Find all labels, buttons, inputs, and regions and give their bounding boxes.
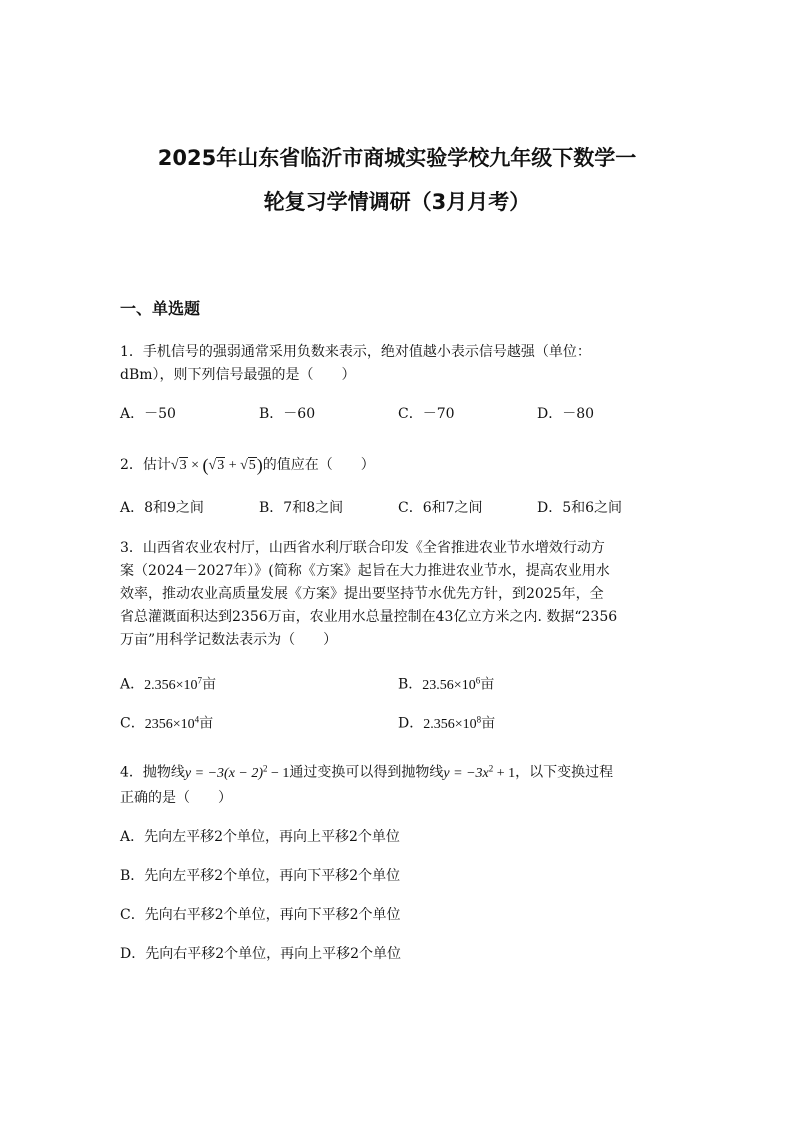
q4-option-a: A．先向左平移2个单位，再向上平移2个单位	[120, 829, 400, 845]
q3-option-d: D．$2.356\times 10^8$亩	[398, 714, 496, 732]
q4-option-b: B．先向左平移2个单位，再向下平移2个单位	[120, 868, 401, 884]
q2-stem	[120, 455, 375, 476]
q1-stem-line-1: 1．手机信号的强弱通常采用负数来表示，绝对值越小表示信号越强（单位：	[120, 344, 591, 360]
q2-option-c: C．6和7之间	[398, 500, 483, 516]
section-heading: 一、单选题	[120, 299, 201, 318]
q1-option-a: A．－50	[120, 406, 176, 422]
sqrt-icon: √3	[208, 458, 225, 473]
q3-option-a: A．$2.356\times 10^7$亩	[120, 675, 217, 693]
q4-option-c: C．先向右平移2个单位，再向下平移2个单位	[120, 907, 401, 923]
document-title-line-2: 轮复习学情调研（3月月考）	[263, 190, 531, 214]
sqrt-icon: √3	[170, 458, 187, 473]
q3-stem-line-3: 效率，推动农业高质量发展《方案》提出要坚持节水优先方针，到2025年，全	[120, 586, 604, 602]
q1-option-c: C．－70	[398, 406, 455, 422]
q2-suffix: 的值应在（ ）	[262, 457, 375, 473]
q3-stem-line-1: 3．山西省农业农村厅，山西省水利厅联合印发《全省推进农业节水增效行动方	[120, 540, 605, 556]
q4-equation-1: $y = -3(x - 2)^2 - 1$	[184, 763, 290, 781]
q1-stem-line-2: dBm），则下列信号最强的是（ ）	[120, 367, 356, 383]
q4-option-d: D．先向右平移2个单位，再向上平移2个单位	[120, 946, 402, 962]
q4-equation-2: $y = -3x^2 + 1$	[443, 763, 516, 781]
q3-option-b: B．$23.56\times 10^6$亩	[398, 675, 495, 693]
q3-stem-line-5: 万亩”用科学记数法表示为（ ）	[120, 632, 338, 648]
q3-stem-line-2: 案（2024－2027年）》(简称《方案》起旨在大力推进农业节水，提高农业用水	[120, 563, 610, 579]
q2-prefix: 2．估计	[120, 457, 171, 473]
document-title-line-1: 2025年山东省临沂市商城实验学校九年级下数学一	[157, 146, 637, 170]
q4-stem-line-2: 正确的是（ ）	[120, 790, 232, 806]
q2-option-b: B．7和8之间	[259, 500, 344, 516]
q3-stem-line-4: 省总灌溉面积达到2356万亩，农业用水总量控制在43亿立方米之内. 数据“2356	[120, 609, 618, 625]
q2-option-d: D．5和6之间	[537, 500, 623, 516]
q1-option-b: B．－60	[259, 406, 316, 422]
q4-stem-line-1: 4．抛物线$y = -3(x - 2)^2 - 1$通过变换可以得到抛物线$y = -3x^2 + 1$，以下变换过程	[120, 763, 614, 781]
q2-expression: √3 × (√3 + √5)	[170, 455, 263, 475]
q2-option-a: A．8和9之间	[120, 500, 204, 516]
q3-option-c: C．$2356\times 10^4$亩	[120, 714, 214, 732]
sqrt-icon: √5	[240, 458, 256, 473]
q1-option-d: D．－80	[537, 406, 595, 422]
